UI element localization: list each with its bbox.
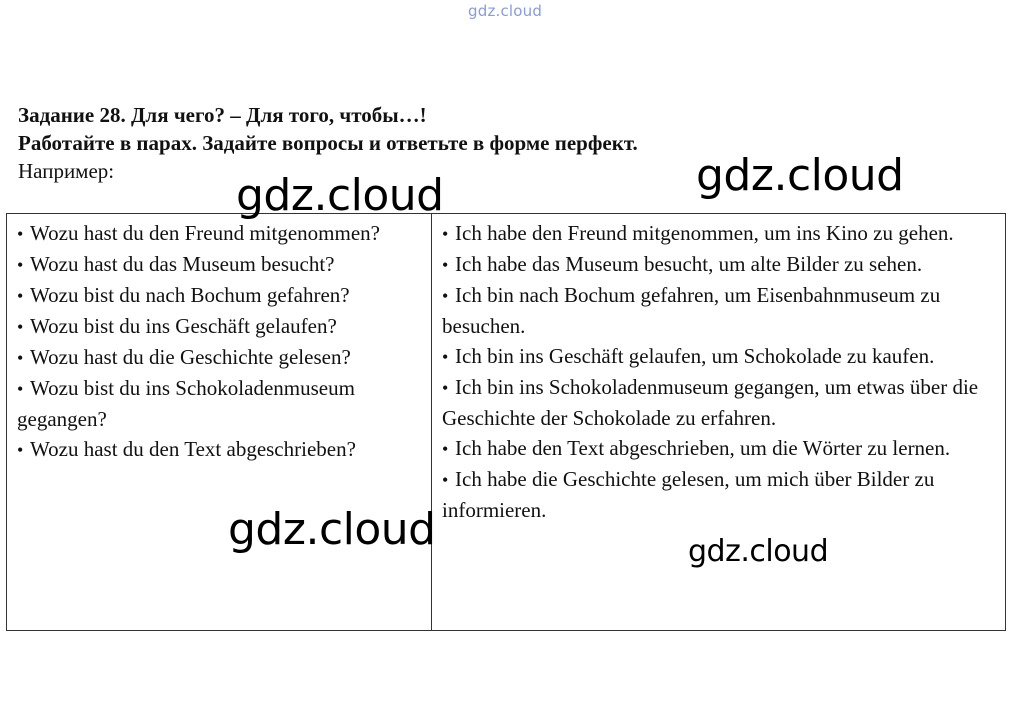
bullet-icon: • [17,440,24,460]
table-row [7,214,1006,631]
list-item [17,342,425,373]
question-text: Wozu hast du den Freund mitgenommen? [30,221,380,245]
watermark: gdz.cloud [696,150,904,201]
example-label: Например: [18,159,115,183]
question-text: Wozu bist du ins Schokoladenmuseum gegangen? [17,376,355,431]
bullet-icon: • [17,348,24,368]
list-item [442,249,999,280]
bullet-icon: • [442,439,449,459]
top-watermark: gdz.cloud [468,2,543,20]
bullet-icon: • [17,224,24,244]
list-item [17,434,425,465]
question-text: Wozu bist du ins Geschäft gelaufen? [30,314,337,338]
answer-text: Ich habe den Freund mitgenommen, um ins Kino zu gehen. [455,221,954,245]
list-item [442,464,999,525]
list-item [442,341,999,372]
question-text: Wozu hast du das Museum besucht? [30,252,335,276]
bullet-icon: • [442,224,449,244]
exercise-table [6,213,1006,631]
questions-column [7,214,432,631]
task-title: Задание 28. Для чего? – Для того, чтобы…! [18,103,427,127]
watermark: gdz.cloud [688,534,829,569]
answer-text: Ich habe die Geschichte gelesen, um mich über Bilder zu informieren. [442,467,935,522]
task-instruction: Работайте в парах. Задайте вопросы и ответьте в форме перфект. [18,131,638,155]
watermark: gdz.cloud [228,504,436,555]
question-text: Wozu hast du den Text abgeschrieben? [30,437,356,461]
list-item [442,433,999,464]
bullet-icon: • [442,286,449,306]
bullet-icon: • [17,317,24,337]
answer-text: Ich bin ins Geschäft gelaufen, um Schokolade zu kaufen. [455,344,935,368]
bullet-icon: • [442,347,449,367]
list-item [17,311,425,342]
bullet-icon: • [17,255,24,275]
list-item [442,218,999,249]
list-item [17,218,425,249]
bullet-icon: • [442,470,449,490]
answer-text: Ich bin ins Schokoladenmuseum gegangen, um etwas über die Geschichte der Schokolade zu erfahren. [442,375,979,430]
list-item [442,280,999,341]
bullet-icon: • [17,379,24,399]
bullet-icon: • [442,255,449,275]
bullet-icon: • [17,286,24,306]
watermark: gdz.cloud [236,170,444,221]
bullet-icon: • [442,378,449,398]
answer-text: Ich habe das Museum besucht, um alte Bilder zu sehen. [455,252,923,276]
question-text: Wozu bist du nach Bochum gefahren? [30,283,350,307]
answer-text: Ich habe den Text abgeschrieben, um die Wörter zu lernen. [455,436,951,460]
list-item [17,280,425,311]
answer-text: Ich bin nach Bochum gefahren, um Eisenbahnmuseum zu besuchen. [442,283,941,338]
question-text: Wozu hast du die Geschichte gelesen? [30,345,351,369]
list-item [17,249,425,280]
list-item [442,372,999,433]
list-item [17,373,425,434]
